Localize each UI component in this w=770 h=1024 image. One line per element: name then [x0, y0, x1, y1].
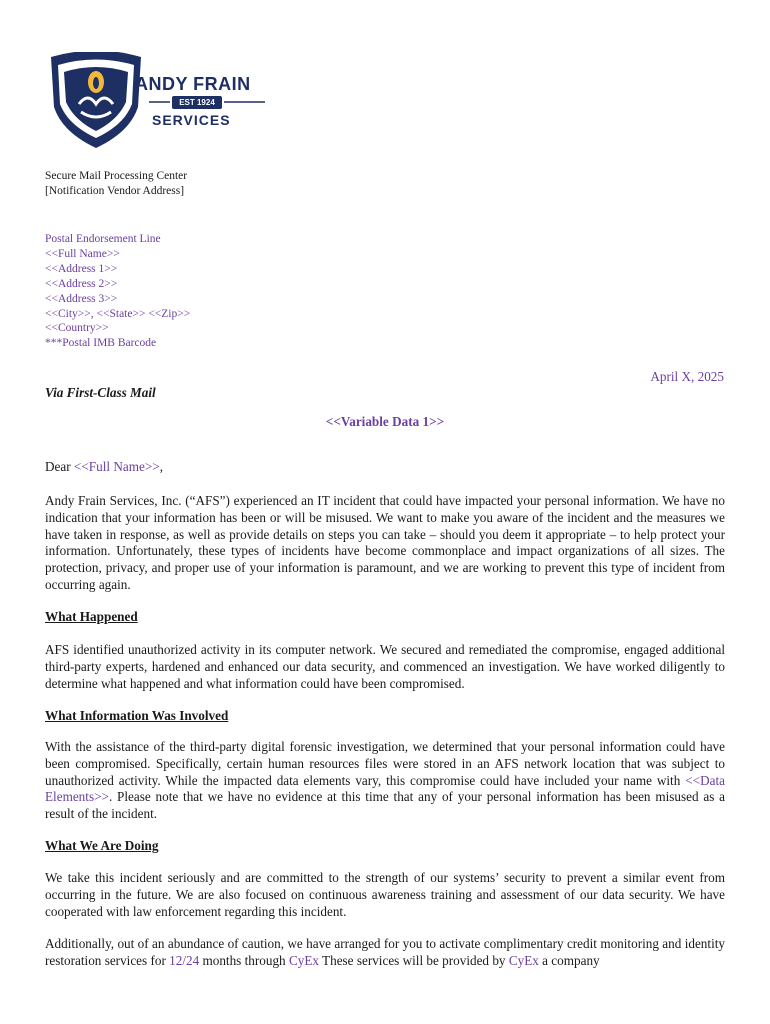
what-doing-heading: What We Are Doing — [45, 838, 159, 853]
recipient-line: Postal Endorsement Line — [45, 233, 161, 245]
recipient-line: <<Address 2>> — [45, 277, 118, 290]
what-happened-paragraph: AFS identified unauthorized activity in its computer network. We secured and remediated the compromise, engaged additional third-party experts, hardened and enhanced our data security, and commenced an investigation. We have worked diligently to determine what happened and what information could have been compromised. — [45, 642, 725, 691]
what-info-text-b: . Please note that we have no evidence at this time that any of your personal information has been misused as a result of the incident. — [45, 789, 725, 822]
recipient-line: <<Address 1>> — [45, 262, 118, 275]
recipient-address — [45, 232, 345, 351]
recipient-line: <<Full Name>> — [45, 247, 120, 260]
recipient-line: <<Country>> — [45, 322, 109, 335]
what-doing-text-c: These services will be provided by — [318, 952, 509, 968]
sender-address — [45, 169, 345, 199]
logo-shield-icon — [48, 52, 273, 152]
months-placeholder: 12/24 — [169, 952, 200, 968]
vendor-placeholder: CyEx — [508, 952, 539, 968]
what-doing-text-a: Additionally, out of an abundance of caution, we have arranged for you to activate complimentary credit monitoring and identity restoration services for — [45, 936, 725, 968]
delivery-method: Via First-Class Mail — [45, 385, 156, 400]
variable-data-heading: <<Variable Data 1>> — [325, 414, 445, 429]
what-info-text-a: With the assistance of the third-party digital forensic investigation, we determined that your personal information could have been compromised. Specifically, certain human resources files were stored in an AFS network location that was subject to unauthorized activity. While the impacted data elements vary, this compromise could have included your name with — [45, 739, 725, 788]
sender-line-1: Secure Mail Processing Center — [45, 170, 188, 182]
what-doing-text-d: a company — [538, 952, 600, 968]
intro-paragraph: Andy Frain Services, Inc. (“AFS”) experienced an IT incident that could have impacted your personal information. We have no indication that your information has been or will be misused. We want to make you aware of the incident and the measures we have taken in response, as well as provide details on steps you can take – should you deem it appropriate – to help protect your information. Unfortunately, these types of incidents have become commonplace and impact organizations of all sizes. The protection, privacy, and proper use of your information is paramount, and we are working to prevent this type of incident from occurring again. — [45, 493, 725, 592]
salutation-suffix: , — [159, 459, 164, 474]
recipient-line: <<City>>, <<State>> <<Zip>> — [45, 307, 191, 320]
salutation-prefix: Dear — [45, 459, 74, 474]
logo-name-line1: ANDY FRAIN — [135, 74, 251, 94]
logo-name-line2: SERVICES — [152, 112, 231, 128]
what-doing-paragraph: We take this incident seriously and are committed to the strength of our systems’ security to prevent a similar event from occurring in the future. We are also focused on continuous awareness training and assessment of our data security. We have cooperated with law enforcement regarding this incident. — [45, 870, 725, 919]
logo-est-badge — [172, 96, 222, 109]
data-elements-placeholder: <<Data Elements>> — [45, 772, 725, 805]
letter-date: April X, 2025 — [650, 369, 724, 384]
what-info-heading: What Information Was Involved — [45, 708, 229, 723]
salutation — [45, 459, 163, 475]
salutation-name: <<Full Name>> — [73, 459, 160, 474]
company-logo — [48, 52, 273, 152]
what-happened-heading: What Happened — [45, 609, 138, 624]
sender-line-2: [Notification Vendor Address] — [45, 184, 185, 197]
recipient-line: <<Address 3>> — [45, 292, 118, 305]
recipient-line: ***Postal IMB Barcode — [45, 337, 157, 350]
vendor-placeholder: CyEx — [288, 952, 319, 968]
what-doing-text-b: months through — [199, 952, 289, 968]
what-doing-paragraph-2 — [45, 936, 725, 970]
logo-est-text: EST 1924 — [179, 98, 215, 107]
what-info-paragraph — [45, 739, 725, 823]
